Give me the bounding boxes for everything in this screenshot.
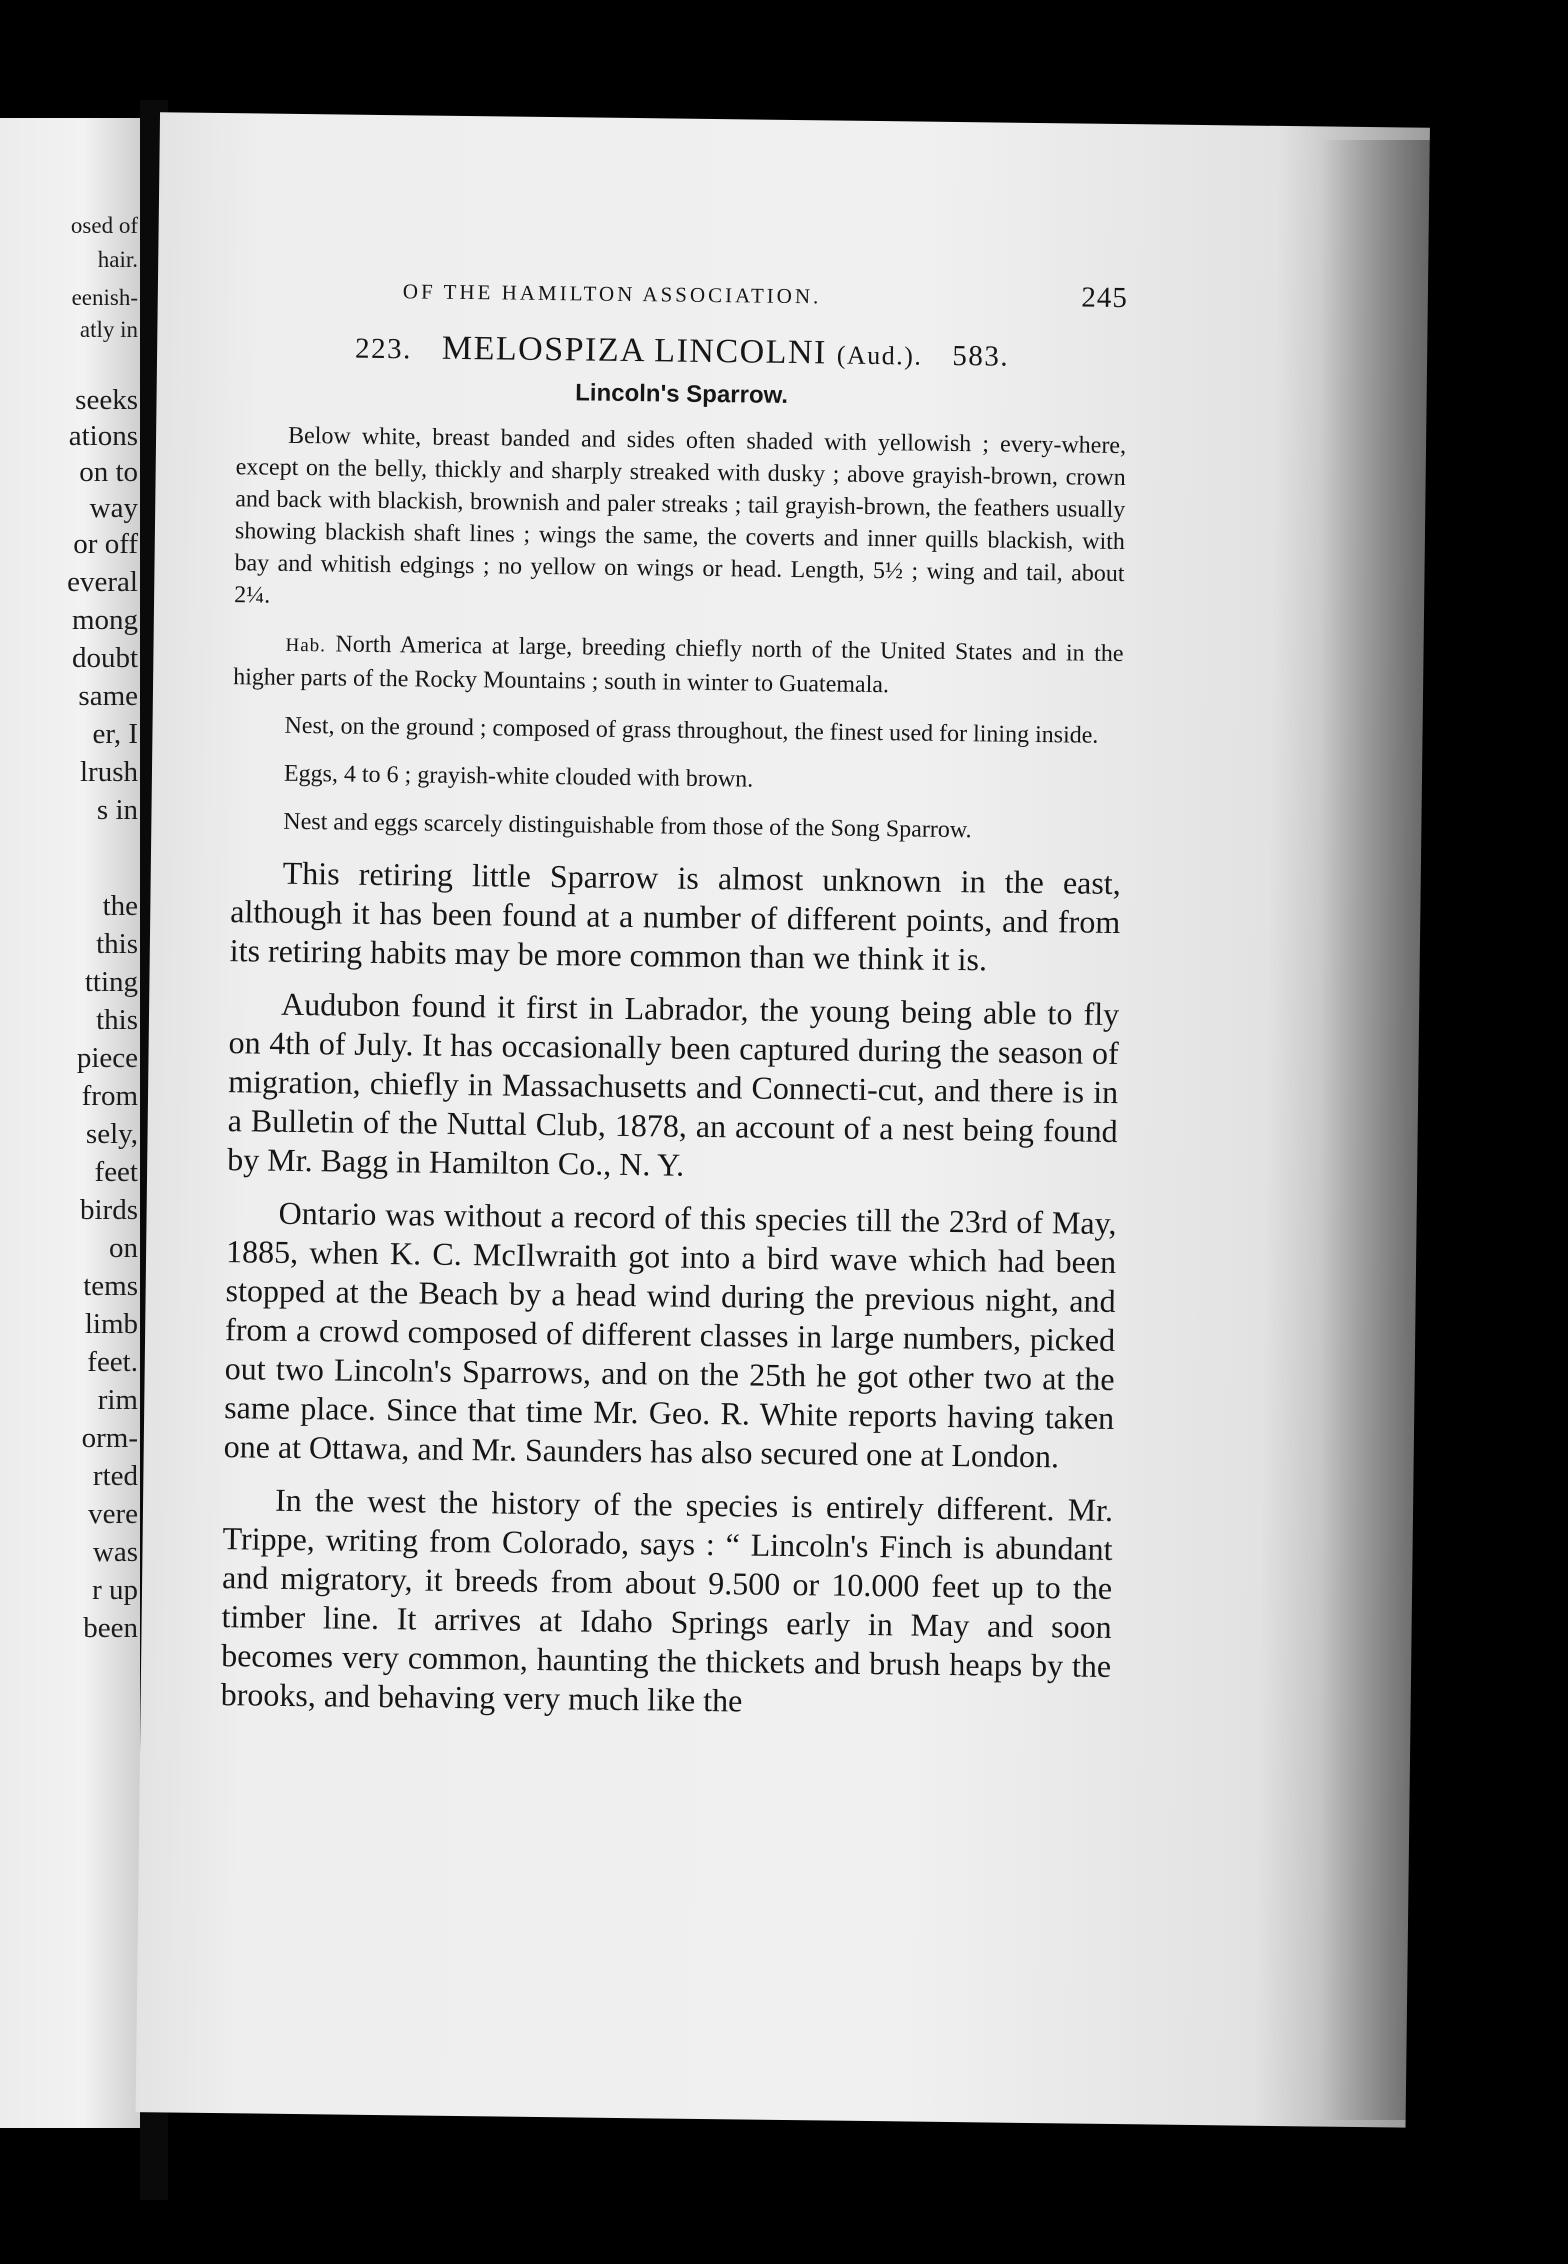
facing-page-line: from xyxy=(81,1080,138,1112)
running-head-title: OF THE HAMILTON ASSOCIATION. xyxy=(402,279,822,309)
running-head xyxy=(238,269,1128,320)
body-paragraph: Ontario was without a record of this species till the 23rd of May, 1885, when K. C. McIlwraith got into a bird wave which had been stopped at the Beach by a head wind during the previous night, and from a crowd composed of different classes in large numbers, picked out two Lincoln's Sparrows, and on the 25th he got other two at the same place. Since that time Mr. Geo. R. White reports having taken one at Ottawa, and Mr. Saunders has also secured one at London. xyxy=(223,1194,1117,1475)
facing-page-line: doubt xyxy=(71,642,138,674)
facing-page xyxy=(0,118,140,2128)
facing-page-line: birds xyxy=(80,1194,138,1226)
species-number: 223. xyxy=(354,332,413,366)
species-authority: (Aud.). xyxy=(836,340,923,371)
book-page xyxy=(136,112,1430,2127)
facing-page-line: on xyxy=(109,1232,138,1264)
facing-page-line: feet xyxy=(94,1156,138,1188)
page-content xyxy=(220,269,1128,1725)
body-paragraph: This retiring little Sparrow is almost unknown in the east, although it has been found at a number of different points, and from its retiring habits may be more common than we think it is. xyxy=(229,854,1121,978)
facing-page-line: been xyxy=(83,1612,138,1644)
body-paragraph: Audubon found it first in Labrador, the young being able to fly on 4th of July. It has occasionally been captured during the season of migration, chiefly in Massachusetts and Connecti-cut, and there is in a Bulletin of the Nuttal Club, 1878, an account of a nest being found by Mr. Bagg in Hamilton Co., N. Y. xyxy=(227,985,1120,1183)
nest-eggs-note: Nest and eggs scarcely distinguishable from those of the Song Sparrow. xyxy=(283,808,972,844)
facing-page-line: r up xyxy=(92,1574,138,1606)
facing-page-line: tting xyxy=(84,966,138,998)
facing-page-line: lrush xyxy=(80,756,138,788)
species-heading xyxy=(237,327,1127,376)
facing-page-line: everal xyxy=(67,566,138,598)
eggs-paragraph: Eggs, 4 to 6 ; grayish-white clouded with brown. xyxy=(283,760,754,793)
facing-page-line: eenish- xyxy=(71,285,138,310)
facing-page-line: was xyxy=(92,1536,138,1568)
species-name: MELOSPIZA LINCOLNI xyxy=(441,329,828,372)
species-description: Below white, breast banded and sides often shaded with yellowish ; every-where, except on the belly, thickly and sharply streaked with dusky ; above grayish-brown, crown and back with blackish, brownish and paler streaks ; tail grayish-brown, the feathers usually showing blackish shaft lines ; wings the same, the coverts and inner quills blackish, with bay and whitish edgings ; no yellow on wings or head. Length, 5½ ; wing and tail, about 2¼. xyxy=(233,422,1127,609)
facing-page-line: way xyxy=(89,492,138,524)
facing-page-line: osed of xyxy=(70,213,138,238)
facing-page-line: mong xyxy=(71,604,138,636)
facing-page-line: limb xyxy=(84,1308,138,1340)
nest-paragraph: Nest, on the ground ; composed of grass throughout, the finest used for lining inside. xyxy=(284,712,1099,749)
facing-page-line: orm- xyxy=(81,1422,138,1454)
aou-number: 583. xyxy=(952,339,1010,373)
facing-page-line: or off xyxy=(73,528,138,560)
habitat-paragraph xyxy=(233,627,1124,704)
habitat-label: Hab. xyxy=(285,634,327,657)
common-name: Lincoln's Sparrow. xyxy=(575,379,789,409)
facing-page-line: same xyxy=(78,680,138,712)
body-paragraph: In the west the history of the species is entirely different. Mr. Trippe, writing from Colorado, says : “ Lincoln's Finch is abundant and migratory, it breeds from about 9.500 or 10.000 feet up to the timber line. It arrives at Idaho Springs early in May and soon becomes very common, haunting the thickets and brush heaps by the brooks, and behaving very much like the xyxy=(220,1481,1114,1719)
facing-page-line: hair. xyxy=(97,247,138,272)
facing-page-line: sely, xyxy=(85,1118,138,1150)
page-edge-shadow xyxy=(1320,140,1430,2120)
facing-page-line: feet. xyxy=(87,1346,138,1378)
facing-page-line: piece xyxy=(76,1042,138,1074)
page-number: 245 xyxy=(1081,281,1129,315)
facing-page-line: the xyxy=(102,890,138,922)
facing-page-line: this xyxy=(96,928,138,960)
facing-page-line: s in xyxy=(96,794,138,826)
facing-page-line: er, I xyxy=(92,718,138,750)
facing-page-line: vere xyxy=(88,1498,138,1530)
facing-page-line: rim xyxy=(97,1384,138,1416)
facing-page-line: this xyxy=(96,1004,138,1036)
facing-page-line: tems xyxy=(83,1270,138,1302)
habitat-text: North America at large, breeding chiefly north of the United States and in the higher parts of the Rocky Mountains ; south in winter to Guatemala. xyxy=(232,631,1124,699)
facing-page-line: atly in xyxy=(79,317,138,342)
facing-page-line: ations xyxy=(68,420,138,452)
facing-page-line: rted xyxy=(92,1460,138,1492)
facing-page-line: seeks xyxy=(75,384,138,416)
facing-page-line: on to xyxy=(79,456,138,488)
